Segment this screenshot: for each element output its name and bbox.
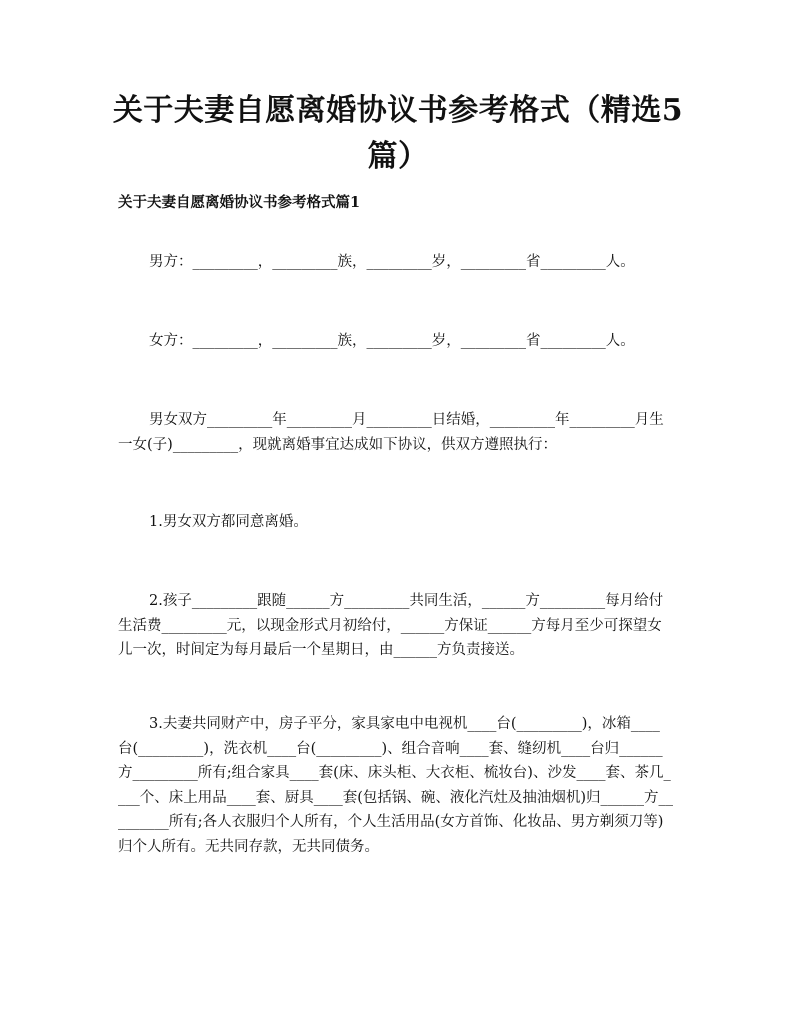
document-title: 关于夫妻自愿离婚协议书参考格式（精选5篇） (112, 93, 684, 174)
female-info-paragraph: 女方：_________，_________族，_________岁，_________省_________人。 (149, 333, 635, 349)
male-info-paragraph: 男方：_________，_________族，_________岁，_________省_________人。 (149, 254, 635, 270)
marriage-info-paragraph: 男女双方_________年_________月_________日结婚，_________年_________月生一女(子)_________，现就离婚事宜达成如下协议，供双方遵照执行： (118, 412, 664, 453)
clause-3-paragraph: 3.夫妻共同财产中，房子平分，家具家电中电视机____台(_________)，冰箱____台(_________)，洗衣机____台(_________)、组合音响____套、缝纫机____台归______方_________所有;组合家具____套(床、床头柜、大衣柜、梳妆台)、沙发____套、茶几____个、床上用品____套、厨具____套(包括锅、碗、液化汽灶及抽油烟机)归______方_________所有;各人衣服归个人所有，个人生活用品(女方首饰、化妆品、男方剃须刀等)归个人所有。无共同存款，无共同债务。 (118, 716, 674, 855)
section-heading: 关于夫妻自愿离婚协议书参考格式篇1 (118, 194, 361, 211)
clause-2-paragraph: 2.孩子_________跟随______方_________共同生活，______方_________每月给付生活费_________元，以现金形式月初给付，______方保证______方每月至少可探望女儿一次，时间定为每月最后一个星期日，由______方负责接送。 (118, 593, 664, 659)
clause-1-paragraph: 1.男女双方都同意离婚。 (149, 514, 308, 530)
